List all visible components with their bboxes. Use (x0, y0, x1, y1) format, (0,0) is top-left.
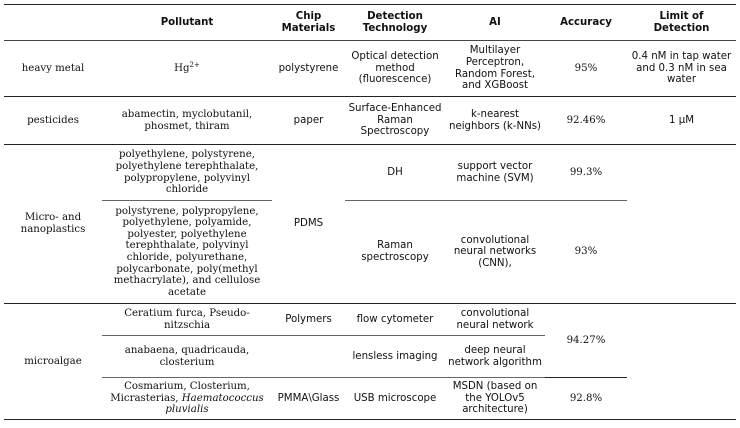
accuracy-cell: 92.46% (545, 97, 627, 145)
ai-cell: Multilayer Perceptron, Random Forest, and XGBoost (455, 45, 535, 92)
chip-cell: PDMS (272, 145, 345, 304)
pollutant-plain-text: Cosmarium, Closterium, Micrasterias, (110, 381, 250, 404)
chip-cell: paper (272, 97, 345, 145)
table-row (4, 304, 736, 336)
header-category (4, 5, 102, 41)
header-detection-technology: Detection Technology (345, 5, 445, 41)
table-header-row (4, 5, 736, 41)
pollutant-cell: abamectin, myclobutanil, phosmet, thiram (102, 97, 272, 145)
ai-cell: k-nearest neighbors (k-NNs) (445, 97, 545, 145)
detection-cell: Optical detection method (fluorescence) (351, 51, 439, 86)
pollutant-charge: 2+ (189, 60, 200, 69)
lod-cell: 0.4 nM in tap water and 0.3 nM in sea water (631, 51, 732, 86)
lod-cell (627, 304, 736, 420)
accuracy-cell: 95% (574, 62, 598, 74)
chip-cell: polystyrene (278, 62, 339, 74)
table-row (4, 41, 736, 97)
ai-cell: convolutional neural networks (CNN), (445, 201, 545, 304)
category-cell: Micro- and nanoplastics (4, 145, 102, 304)
chip-cell (272, 336, 345, 378)
pollutant-cell: polystyrene, polypropylene, polyethylene, polyamide, polyester, polyethylene terephthalate, polyvinyl chloride, polyurethane, polycarbonate, poly(methyl methacrylate), and cellulose acetate (102, 201, 272, 304)
header-limit-of-detection: Limit of Detection (627, 5, 736, 41)
accuracy-cell: 93% (545, 201, 627, 304)
lod-cell (627, 145, 736, 304)
header-ai: AI (445, 5, 545, 41)
table-row (4, 201, 736, 304)
category-cell: pesticides (4, 97, 102, 145)
pollutant-cell (102, 378, 272, 420)
detection-cell: USB microscope (345, 378, 445, 420)
header-accuracy: Accuracy (545, 5, 627, 41)
detection-cell: Raman spectroscopy (345, 201, 445, 304)
table-row (4, 378, 736, 420)
accuracy-cell: 92.8% (545, 378, 627, 420)
pollutant-cell: Ceratium furca, Pseudo-nitzschia (102, 304, 272, 336)
accuracy-cell: 94.27% (545, 304, 627, 378)
ai-cell: MSDN (based on the YOLOv5 architecture) (445, 378, 545, 420)
header-chip-materials: Chip Materials (272, 5, 345, 41)
category-cell: microalgae (4, 304, 102, 420)
pollutant-cell: anabaena, quadricauda, closterium (102, 336, 272, 378)
chip-cell: PMMA\Glass (272, 378, 345, 420)
ai-cell: support vector machine (SVM) (445, 145, 545, 201)
lod-cell: 1 μM (627, 97, 736, 145)
pollutant-italic-text: Haematococcus pluvialis (165, 392, 264, 416)
pollutant-formula: Hg (174, 62, 190, 74)
ai-cell: deep neural network algorithm (445, 336, 545, 378)
ai-cell: convolutional neural network (445, 304, 545, 336)
accuracy-cell: 99.3% (545, 145, 627, 201)
table-row (4, 97, 736, 145)
pollutant-cell (102, 41, 272, 97)
detection-cell: DH (345, 145, 445, 201)
category-cell: heavy metal (21, 62, 85, 74)
detection-cell: flow cytometer (345, 304, 445, 336)
chip-cell: Polymers (272, 304, 345, 336)
header-pollutant: Pollutant (102, 5, 272, 41)
pollutant-cell: polyethylene, polystyrene, polyethylene terephthalate, polypropylene, polyvinyl chloride (102, 145, 272, 201)
table-row (4, 145, 736, 201)
detection-cell: lensless imaging (345, 336, 445, 378)
detection-cell: Surface-Enhanced Raman Spectroscopy (345, 97, 445, 145)
pollutant-detection-table (4, 4, 736, 420)
